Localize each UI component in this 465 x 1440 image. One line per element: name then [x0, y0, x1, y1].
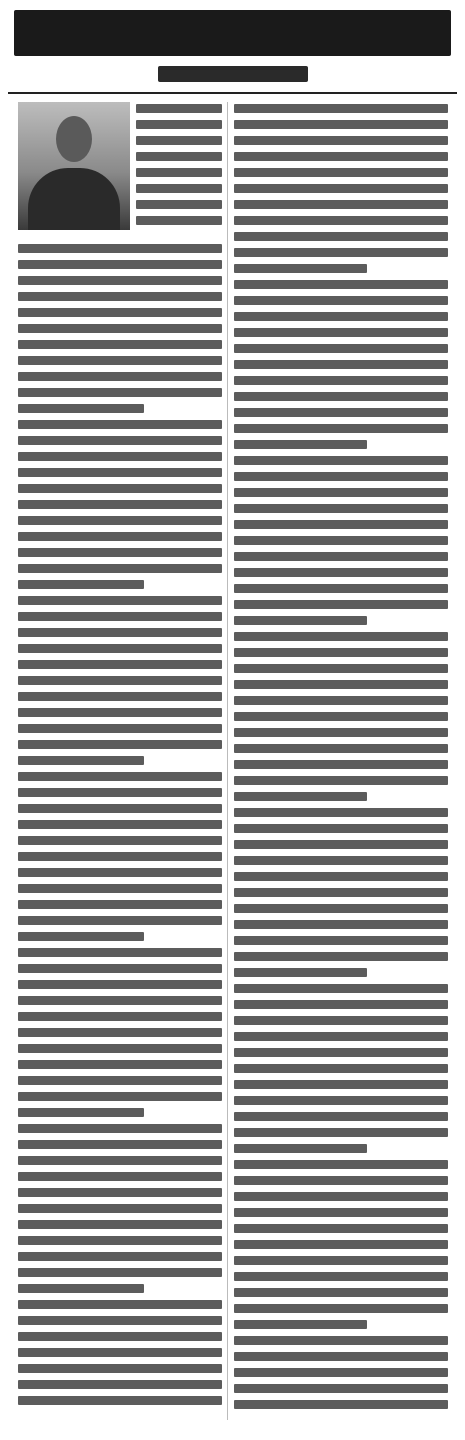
- text-line-placeholder: [234, 984, 448, 993]
- text-line-placeholder: [234, 1112, 448, 1121]
- text-line-placeholder: [18, 1172, 222, 1181]
- text-line-placeholder: [18, 324, 222, 333]
- text-line-placeholder: [234, 680, 448, 689]
- text-line-placeholder: [234, 1224, 448, 1233]
- text-line-placeholder: [18, 756, 144, 765]
- text-line-placeholder: [234, 1080, 448, 1089]
- text-line-placeholder: [234, 376, 448, 385]
- text-line-placeholder: [234, 696, 448, 705]
- text-line-placeholder: [234, 408, 448, 417]
- text-line-placeholder: [234, 120, 448, 129]
- column-divider: [227, 102, 228, 1420]
- text-line-placeholder: [234, 536, 448, 545]
- text-line-placeholder: [234, 792, 367, 801]
- text-line-placeholder: [18, 404, 144, 413]
- text-line-placeholder: [234, 1320, 367, 1329]
- text-line-placeholder: [234, 744, 448, 753]
- text-line-placeholder: [18, 1108, 144, 1117]
- text-line-placeholder: [234, 904, 448, 913]
- author-photo: [18, 102, 130, 230]
- text-line-placeholder: [18, 1124, 222, 1133]
- text-line-placeholder: [18, 580, 144, 589]
- text-line-placeholder: [234, 488, 448, 497]
- text-line-placeholder: [234, 1176, 448, 1185]
- text-line-placeholder: [234, 1032, 448, 1041]
- text-line-placeholder: [18, 500, 222, 509]
- text-line-placeholder: [234, 1016, 448, 1025]
- headline-placeholder: [14, 10, 451, 56]
- text-line-placeholder: [234, 440, 367, 449]
- text-line-placeholder: [18, 740, 222, 749]
- text-line-placeholder: [18, 660, 222, 669]
- text-line-placeholder: [18, 676, 222, 685]
- text-line-placeholder: [136, 168, 222, 177]
- text-line-placeholder: [234, 728, 448, 737]
- text-line-placeholder: [234, 1304, 448, 1313]
- text-line-placeholder: [18, 852, 222, 861]
- text-line-placeholder: [234, 760, 448, 769]
- text-line-placeholder: [234, 424, 448, 433]
- text-line-placeholder: [234, 392, 448, 401]
- text-line-placeholder: [18, 964, 222, 973]
- text-line-placeholder: [18, 452, 222, 461]
- text-line-placeholder: [18, 868, 222, 877]
- text-line-placeholder: [18, 724, 222, 733]
- text-line-placeholder: [234, 1064, 448, 1073]
- text-line-placeholder: [234, 1128, 448, 1137]
- text-line-placeholder: [18, 1188, 222, 1197]
- text-line-placeholder: [234, 552, 448, 561]
- text-line-placeholder: [18, 1140, 222, 1149]
- text-line-placeholder: [234, 808, 448, 817]
- text-line-placeholder: [234, 1096, 448, 1105]
- text-line-placeholder: [18, 1076, 222, 1085]
- text-line-placeholder: [234, 1368, 448, 1377]
- text-line-placeholder: [18, 420, 222, 429]
- text-line-placeholder: [234, 312, 448, 321]
- text-line-placeholder: [18, 820, 222, 829]
- text-line-placeholder: [18, 1156, 222, 1165]
- text-line-placeholder: [18, 1268, 222, 1277]
- text-line-placeholder: [18, 948, 222, 957]
- text-line-placeholder: [18, 436, 222, 445]
- text-line-placeholder: [18, 1396, 222, 1405]
- text-line-placeholder: [234, 856, 448, 865]
- text-line-placeholder: [18, 1044, 222, 1053]
- text-line-placeholder: [18, 388, 222, 397]
- text-line-placeholder: [18, 1348, 222, 1357]
- text-line-placeholder: [18, 1300, 222, 1309]
- text-line-placeholder: [234, 280, 448, 289]
- text-line-placeholder: [234, 520, 448, 529]
- text-line-placeholder: [234, 1256, 448, 1265]
- text-line-placeholder: [234, 936, 448, 945]
- text-line-placeholder: [18, 996, 222, 1005]
- text-line-placeholder: [18, 884, 222, 893]
- text-line-placeholder: [18, 612, 222, 621]
- text-line-placeholder: [18, 916, 222, 925]
- text-line-placeholder: [234, 632, 448, 641]
- text-line-placeholder: [18, 628, 222, 637]
- text-line-placeholder: [18, 1204, 222, 1213]
- text-line-placeholder: [234, 232, 448, 241]
- text-line-placeholder: [18, 1252, 222, 1261]
- text-line-placeholder: [234, 920, 448, 929]
- text-line-placeholder: [18, 340, 222, 349]
- text-line-placeholder: [234, 1352, 448, 1361]
- left-column-text: [18, 244, 222, 1412]
- text-line-placeholder: [234, 600, 448, 609]
- text-line-placeholder: [18, 1316, 222, 1325]
- text-line-placeholder: [234, 568, 448, 577]
- text-line-placeholder: [136, 216, 222, 225]
- text-line-placeholder: [234, 1144, 367, 1153]
- text-line-placeholder: [18, 260, 222, 269]
- text-line-placeholder: [234, 1160, 448, 1169]
- text-line-placeholder: [234, 200, 448, 209]
- text-line-placeholder: [18, 804, 222, 813]
- text-line-placeholder: [18, 276, 222, 285]
- text-line-placeholder: [18, 1380, 222, 1389]
- text-line-placeholder: [234, 1272, 448, 1281]
- text-line-placeholder: [234, 136, 448, 145]
- text-line-placeholder: [18, 708, 222, 717]
- text-line-placeholder: [234, 584, 448, 593]
- text-line-placeholder: [234, 968, 367, 977]
- right-column-text: [234, 104, 448, 1416]
- text-line-placeholder: [18, 788, 222, 797]
- text-line-placeholder: [234, 472, 448, 481]
- header-rule: [8, 92, 457, 94]
- text-line-placeholder: [234, 1000, 448, 1009]
- text-line-placeholder: [234, 360, 448, 369]
- author-photo-shoulders: [28, 168, 120, 230]
- text-line-placeholder: [18, 1284, 144, 1293]
- text-line-placeholder: [234, 616, 367, 625]
- text-line-placeholder: [18, 596, 222, 605]
- text-line-placeholder: [234, 456, 448, 465]
- text-line-placeholder: [234, 344, 448, 353]
- text-line-placeholder: [136, 120, 222, 129]
- text-line-placeholder: [234, 1192, 448, 1201]
- text-line-placeholder: [234, 184, 448, 193]
- text-line-placeholder: [234, 296, 448, 305]
- text-line-placeholder: [234, 664, 448, 673]
- text-line-placeholder: [18, 292, 222, 301]
- text-line-placeholder: [234, 1288, 448, 1297]
- text-line-placeholder: [18, 1060, 222, 1069]
- text-line-placeholder: [234, 264, 367, 273]
- text-line-placeholder: [18, 532, 222, 541]
- text-line-placeholder: [18, 564, 222, 573]
- text-line-placeholder: [18, 548, 222, 557]
- text-line-placeholder: [18, 1012, 222, 1021]
- text-line-placeholder: [234, 840, 448, 849]
- text-line-placeholder: [234, 1384, 448, 1393]
- text-line-placeholder: [234, 152, 448, 161]
- text-line-placeholder: [234, 888, 448, 897]
- text-line-placeholder: [136, 104, 222, 113]
- text-line-placeholder: [234, 168, 448, 177]
- text-line-placeholder: [234, 1400, 448, 1409]
- text-line-placeholder: [18, 372, 222, 381]
- text-line-placeholder: [234, 1048, 448, 1057]
- text-line-placeholder: [18, 900, 222, 909]
- text-line-placeholder: [136, 184, 222, 193]
- text-line-placeholder: [18, 1028, 222, 1037]
- text-line-placeholder: [234, 712, 448, 721]
- text-line-placeholder: [234, 1240, 448, 1249]
- text-line-placeholder: [18, 932, 144, 941]
- text-line-placeholder: [234, 248, 448, 257]
- text-line-placeholder: [234, 104, 448, 113]
- text-line-placeholder: [18, 308, 222, 317]
- text-line-placeholder: [234, 1336, 448, 1345]
- text-line-placeholder: [18, 468, 222, 477]
- text-line-placeholder: [18, 516, 222, 525]
- text-line-placeholder: [136, 152, 222, 161]
- text-line-placeholder: [234, 952, 448, 961]
- text-line-placeholder: [234, 504, 448, 513]
- text-line-placeholder: [18, 1092, 222, 1101]
- text-line-placeholder: [234, 872, 448, 881]
- text-line-placeholder: [234, 648, 448, 657]
- text-line-placeholder: [234, 216, 448, 225]
- text-line-placeholder: [18, 1220, 222, 1229]
- text-line-placeholder: [18, 772, 222, 781]
- text-line-placeholder: [18, 644, 222, 653]
- text-line-placeholder: [18, 692, 222, 701]
- text-line-placeholder: [234, 328, 448, 337]
- text-line-placeholder: [18, 484, 222, 493]
- text-line-placeholder: [18, 1364, 222, 1373]
- text-line-placeholder: [234, 824, 448, 833]
- text-line-placeholder: [18, 1236, 222, 1245]
- text-line-placeholder: [18, 356, 222, 365]
- text-line-placeholder: [18, 244, 222, 253]
- text-line-placeholder: [18, 1332, 222, 1341]
- author-photo-head: [56, 116, 92, 162]
- text-line-placeholder: [136, 200, 222, 209]
- text-line-placeholder: [18, 836, 222, 845]
- text-line-placeholder: [18, 980, 222, 989]
- text-line-placeholder: [136, 136, 222, 145]
- text-line-placeholder: [234, 1208, 448, 1217]
- byline-placeholder: [158, 66, 308, 82]
- left-column-beside-photo: [136, 104, 222, 232]
- text-line-placeholder: [234, 776, 448, 785]
